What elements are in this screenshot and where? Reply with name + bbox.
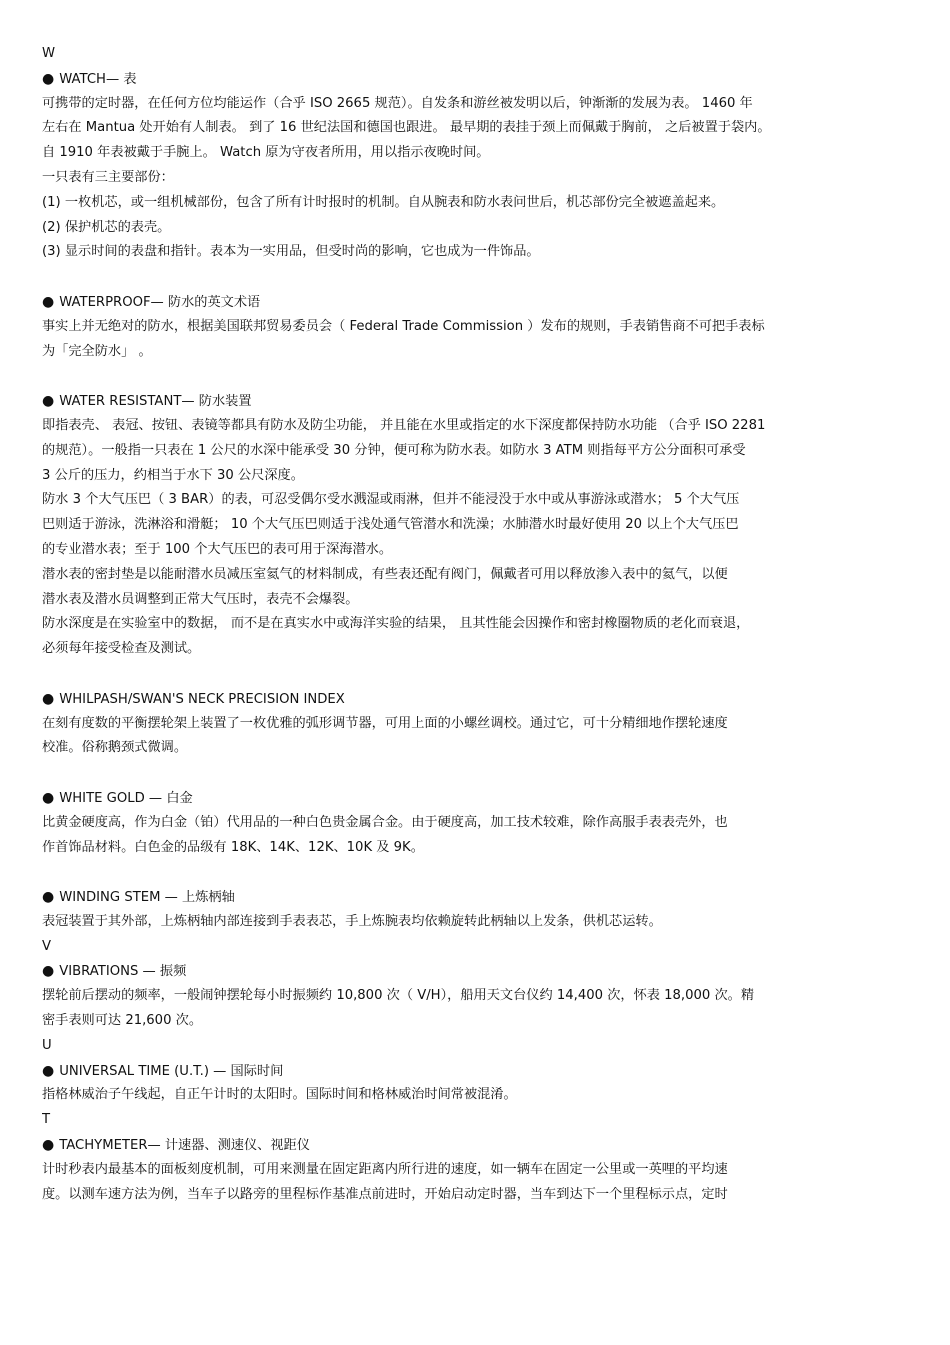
entry-line: (1) 一枚机芯，或一组机械部份，包含了所有计时报时的机制。自从腕表和防水表问世后，机芯部份完全被遮盖起来。 [42,194,725,210]
entry-white-gold [42,786,922,860]
bullet-icon: ● [42,690,55,707]
entry-line: 可携带的定时器，在任何方位均能运作（合乎 ISO 2665 规范）。自发条和游丝被发明以后，钟渐渐的发展为表。 1460 年 [42,95,753,111]
entry-universal-time [42,1059,922,1109]
letter-u: U [42,1037,52,1053]
entry-line: 潜水表及潜水员调整到正常大气压时，表壳不会爆裂。 [42,591,359,607]
entry-heading: ● WATCH— 表 [42,70,137,87]
entry-line: 巴则适于游泳，洗淋浴和滑艇； 10 个大气压巴则适于浅处通气管潜水和洗澡；水肺潜水时最好使用 20 以上个大气压巴 [42,517,739,533]
entry-line: (3) 显示时间的表盘和指针。表本为一实用品，但受时尚的影响，它也成为一件饰品。 [42,244,540,260]
entry-line: 计时秒表内最基本的面板刻度机制，可用来测量在固定距离内所行进的速度，如一辆车在固定一公里或一英哩的平均速 [42,1161,728,1177]
entry-watch [42,67,922,265]
entry-heading: ● VIBRATIONS — 振频 [42,963,187,980]
entry-line: 3 公斤的压力，约相当于水下 30 公尺深度。 [42,467,304,483]
entry-line: 即指表壳、 表冠、按钮、表镜等都具有防水及防尘功能， 并且能在水里或指定的水下深度都保持防水功能 （合乎 ISO 2281 [42,417,766,433]
entry-line: 指格林威治子午线起，自正午计时的太阳时。国际时间和格林威治时间常被混淆。 [42,1087,517,1103]
entry-line: 的规范）。一般指一只表在 1 公尺的水深中能承受 30 分钟，便可称为防水表。如防水 3 ATM 则指每平方公分面积可承受 [42,442,746,458]
entry-heading: ● WINDING STEM — 上炼柄轴 [42,889,235,906]
bullet-icon: ● [42,293,55,310]
entry-tachymeter [42,1133,922,1207]
entry-line: 防水深度是在实验室中的数据， 而不是在真实水中或海洋实验的结果， 且其性能会因操作和密封橡圈物质的老化而衰退， [42,616,750,632]
bullet-icon: ● [42,889,55,906]
entry-whilpash [42,687,922,761]
entry-line: 自 1910 年表被戴于手腕上。 Watch 原为守夜者所用，用以指示夜晚时间。 [42,145,490,161]
entry-line: 表冠装置于其外部，上炼柄轴内部连接到手表表芯，手上炼腕表均依赖旋转此柄轴以上发条，供机芯运转。 [42,913,662,929]
entry-line: 的专业潜水表；至于 100 个大气压巴的表可用于深海潜水。 [42,541,393,557]
entry-line: 校准。俗称鹅颈式微调。 [42,740,188,756]
entry-line: 比黄金硬度高，作为白金（铂）代用品的一种白色贵金属合金。由于硬度高，加工技术较难，除作高服手表表壳外，也 [42,814,728,830]
entry-line: 潜水表的密封垫是以能耐潜水员减压室氦气的材料制成，有些表还配有阀门，佩戴者可用以释放渗入表中的氦气，以便 [42,566,728,582]
entry-line: 度。以测车速方法为例，当车子以路旁的里程标作基准点前进时，开始启动定时器，当车到达下一个里程标示点，定时 [42,1186,728,1202]
bullet-icon: ● [42,1137,55,1154]
entry-waterproof [42,290,922,364]
entry-heading: ● UNIVERSAL TIME (U.T.) — 国际时间 [42,1062,284,1079]
entry-line: (2) 保护机芯的表壳。 [42,219,171,235]
entry-line: 作首饰品材料。白色金的品级有 18K、14K、12K、10K 及 9K。 [42,839,424,855]
entry-line: 一只表有三主要部份： [42,169,174,185]
entry-winding-stem [42,885,922,935]
letter-t: T [42,1112,51,1128]
entry-heading: ● WATERPROOF— 防水的英文术语 [42,293,261,310]
bullet-icon: ● [42,393,55,410]
entry-heading: ● WHILPASH/SWAN'S NECK PRECISION INDEX [42,690,345,707]
entry-heading: ● WHITE GOLD — 白金 [42,789,193,806]
bullet-icon: ● [42,963,55,980]
document-page [42,42,922,1207]
entry-line: 左右在 Mantua 处开始有人制表。 到了 16 世纪法国和德国也跟进。 最早期的表挂于颈上而佩戴于胸前， 之后被置于袋内。 [42,120,771,136]
bullet-icon: ● [42,70,55,87]
entry-vibrations [42,959,922,1033]
entry-water-resistant [42,389,922,662]
entry-line: 摆轮前后摆动的频率，一般闹钟摆轮每小时振频约 10,800 次（ V/H），船用天文台仪约 14,400 次，怀表 18,000 次。精 [42,988,755,1004]
letter-v: V [42,938,52,954]
entry-heading: ● TACHYMETER— 计速器、测速仪、视距仪 [42,1137,310,1154]
entry-line: 在刻有度数的平衡摆轮架上装置了一枚优雅的弧形调节器，可用上面的小螺丝调校。通过它，可十分精细地作摆轮速度 [42,715,728,731]
entry-line: 事实上并无绝对的防水，根据美国联邦贸易委员会（ Federal Trade Commission ）发布的规则，手表销售商不可把手表标 [42,318,765,334]
entry-line: 为「完全防水」 。 [42,343,152,359]
entry-line: 密手表则可达 21,600 次。 [42,1013,203,1029]
entry-line: 必须每年接受检查及测试。 [42,641,201,657]
bullet-icon: ● [42,1062,55,1079]
bullet-icon: ● [42,789,55,806]
entry-heading: ● WATER RESISTANT— 防水装置 [42,393,252,410]
letter-w: W [42,46,56,61]
entry-line: 防水 3 个大气压巴（ 3 BAR）的表，可忍受偶尔受水溅湿或雨淋，但并不能浸没于水中或从事游泳或潜水； 5 个大气压 [42,492,740,508]
